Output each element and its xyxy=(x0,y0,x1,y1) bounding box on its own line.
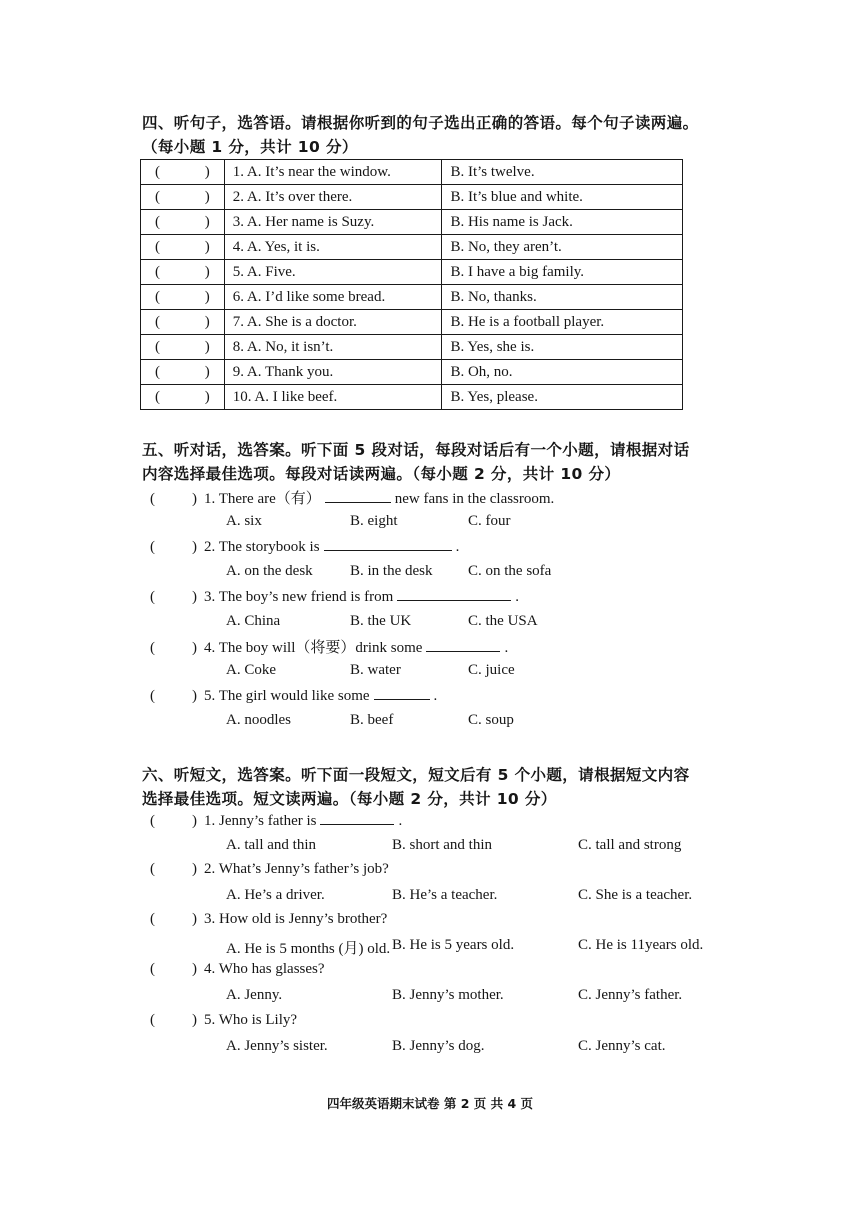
answer-paren-open[interactable]: ( xyxy=(150,961,155,977)
bracket-close: ) xyxy=(204,213,210,230)
option-a: 6. A. I’d like some bread. xyxy=(224,285,442,310)
answer-bracket[interactable] xyxy=(141,260,225,285)
question-item xyxy=(150,911,704,960)
option-b: B. short and thin xyxy=(392,837,492,853)
option-c: C. juice xyxy=(468,662,515,678)
option-c: C. four xyxy=(468,513,511,529)
table-row xyxy=(141,260,683,285)
question-stem: 5. The girl would like some xyxy=(204,688,370,704)
table-row xyxy=(141,310,683,335)
option-a: 7. A. She is a doctor. xyxy=(224,310,442,335)
answer-paren-close: ) xyxy=(192,589,197,605)
table-row xyxy=(141,185,683,210)
question-stem: 4. The boy will（将要）drink some xyxy=(204,640,423,656)
option-c: C. soup xyxy=(468,712,514,728)
option-b: B. I have a big family. xyxy=(442,260,683,285)
question-stem-end: . xyxy=(504,640,509,656)
option-c: C. Jenny’s father. xyxy=(578,987,683,1003)
answer-paren-close: ) xyxy=(192,688,197,704)
answer-paren-open[interactable]: ( xyxy=(150,1012,155,1028)
answer-bracket[interactable] xyxy=(141,235,225,260)
bracket-open: ( xyxy=(155,238,160,255)
answer-paren-open[interactable]: ( xyxy=(150,539,155,555)
answer-paren-open[interactable]: ( xyxy=(150,911,155,927)
question-item xyxy=(150,961,683,1010)
option-a: 8. A. No, it isn’t. xyxy=(224,335,442,360)
section-4-title-line-2: （每小题 1 分，共计 10 分） xyxy=(142,138,358,156)
bracket-close: ) xyxy=(204,163,210,180)
option-a: A. on the desk xyxy=(226,563,313,579)
bracket-close: ) xyxy=(204,313,210,330)
question-stem-end: . xyxy=(455,539,460,555)
question-item xyxy=(150,686,514,735)
question-item xyxy=(150,587,538,636)
option-a: A. He is 5 months (月) old. xyxy=(226,941,391,957)
bracket-close: ) xyxy=(204,188,210,205)
table-row xyxy=(141,235,683,260)
option-b: B. eight xyxy=(350,513,398,529)
option-b: B. Yes, please. xyxy=(442,385,683,410)
bracket-open: ( xyxy=(155,313,160,330)
answer-blank xyxy=(397,587,511,601)
answer-paren-close: ) xyxy=(192,640,197,656)
option-a: A. Jenny’s sister. xyxy=(226,1038,328,1054)
question-stem-end: new fans in the classroom. xyxy=(394,491,555,507)
option-b: B. the UK xyxy=(350,613,412,629)
option-b: B. He is a football player. xyxy=(442,310,683,335)
option-b: B. Oh, no. xyxy=(442,360,683,385)
option-a: 5. A. Five. xyxy=(224,260,442,285)
option-c: C. Jenny’s cat. xyxy=(578,1038,666,1054)
option-a: A. China xyxy=(226,613,281,629)
option-a: A. six xyxy=(226,513,262,529)
bracket-close: ) xyxy=(204,238,210,255)
bracket-open: ( xyxy=(155,263,160,280)
section-4-title-line-1: 四、听句子，选答语。请根据你听到的句子选出正确的答语。每个句子读两遍。 xyxy=(142,114,699,132)
answer-paren-open[interactable]: ( xyxy=(150,640,155,656)
section-4-table xyxy=(140,159,683,410)
answer-blank xyxy=(374,686,430,700)
answer-paren-close: ) xyxy=(192,961,197,977)
option-b: B. beef xyxy=(350,712,394,728)
option-c: C. He is 11years old. xyxy=(578,937,704,953)
answer-blank xyxy=(324,537,452,551)
option-a: A. He’s a driver. xyxy=(226,887,325,903)
bracket-open: ( xyxy=(155,188,160,205)
answer-blank xyxy=(325,489,391,503)
option-a: 10. A. I like beef. xyxy=(224,385,442,410)
option-b: B. Jenny’s mother. xyxy=(392,987,504,1003)
question-item xyxy=(150,811,682,860)
question-stem: 2. The storybook is xyxy=(204,539,320,555)
bracket-close: ) xyxy=(204,388,210,405)
question-item xyxy=(150,487,554,536)
option-a: A. tall and thin xyxy=(226,837,316,853)
option-a: A. noodles xyxy=(226,712,291,728)
option-a: 1. A. It’s near the window. xyxy=(224,160,442,185)
answer-paren-open[interactable]: ( xyxy=(150,861,155,877)
question-stem-end: . xyxy=(433,688,438,704)
answer-paren-close: ) xyxy=(192,539,197,555)
option-a: 2. A. It’s over there. xyxy=(224,185,442,210)
table-row xyxy=(141,210,683,235)
answer-bracket[interactable] xyxy=(141,385,225,410)
section-6-title-line-2: 选择最佳选项。短文读两遍。（每小题 2 分，共计 10 分） xyxy=(142,790,557,808)
bracket-open: ( xyxy=(155,363,160,380)
table-row xyxy=(141,335,683,360)
bracket-close: ) xyxy=(204,338,210,355)
table-row xyxy=(141,160,683,185)
bracket-open: ( xyxy=(155,163,160,180)
question-stem: 5. Who is Lily? xyxy=(204,1012,298,1028)
option-c: C. She is a teacher. xyxy=(578,887,693,903)
table-row xyxy=(141,360,683,385)
question-stem-end: . xyxy=(398,813,403,829)
question-stem: 1. Jenny’s father is xyxy=(204,813,317,829)
option-b: B. It’s blue and white. xyxy=(442,185,683,210)
option-c: C. the USA xyxy=(468,613,538,629)
option-c: C. on the sofa xyxy=(468,563,552,579)
section-5-title-line-2: 内容选择最佳选项。每段对话读两遍。（每小题 2 分，共计 10 分） xyxy=(142,465,621,483)
option-a: 9. A. Thank you. xyxy=(224,360,442,385)
option-b: B. No, they aren’t. xyxy=(442,235,683,260)
option-b: B. Jenny’s dog. xyxy=(392,1038,485,1054)
answer-paren-open[interactable]: ( xyxy=(150,589,155,605)
answer-bracket[interactable] xyxy=(141,210,225,235)
bracket-open: ( xyxy=(155,338,160,355)
question-stem: 1. There are（有） xyxy=(204,491,321,507)
section-5-title-line-1: 五、听对话，选答案。听下面 5 段对话，每段对话后有一个小题，请根据对话 xyxy=(142,441,690,459)
answer-bracket[interactable] xyxy=(141,285,225,310)
bracket-close: ) xyxy=(204,363,210,380)
option-b: B. His name is Jack. xyxy=(442,210,683,235)
answer-bracket[interactable] xyxy=(141,185,225,210)
option-a: 3. A. Her name is Suzy. xyxy=(224,210,442,235)
answer-bracket[interactable] xyxy=(141,160,225,185)
question-item xyxy=(150,537,552,586)
bracket-open: ( xyxy=(155,213,160,230)
question-stem: 4. Who has glasses? xyxy=(204,961,325,977)
answer-bracket[interactable] xyxy=(141,335,225,360)
option-b: B. He’s a teacher. xyxy=(392,887,498,903)
option-a: A. Coke xyxy=(226,662,276,678)
answer-bracket[interactable] xyxy=(141,310,225,335)
option-b: B. He is 5 years old. xyxy=(392,937,515,953)
bracket-close: ) xyxy=(204,263,210,280)
question-stem: 3. How old is Jenny’s brother? xyxy=(204,911,388,927)
answer-paren-close: ) xyxy=(192,861,197,877)
option-c: C. tall and strong xyxy=(578,837,682,853)
table-row xyxy=(141,385,683,410)
question-item xyxy=(150,636,515,685)
option-a: A. Jenny. xyxy=(226,987,283,1003)
table-row xyxy=(141,285,683,310)
answer-paren-close: ) xyxy=(192,491,197,507)
question-stem: 2. What’s Jenny’s father’s job? xyxy=(204,861,389,877)
section-5-title xyxy=(142,438,742,486)
option-b: B. in the desk xyxy=(350,563,433,579)
section-6-title-line-1: 六、听短文，选答案。听下面一段短文，短文后有 5 个小题，请根据短文内容 xyxy=(142,766,690,784)
option-b: B. It’s twelve. xyxy=(442,160,683,185)
option-b: B. water xyxy=(350,662,401,678)
page-footer: 四年级英语期末试卷 第 2 页 共 4 页 xyxy=(326,1096,533,1111)
answer-paren-open[interactable]: ( xyxy=(150,491,155,507)
answer-paren-open[interactable]: ( xyxy=(150,813,155,829)
bracket-close: ) xyxy=(204,288,210,305)
question-stem: 3. The boy’s new friend is from xyxy=(204,589,394,605)
question-stem-end: . xyxy=(515,589,520,605)
answer-paren-close: ) xyxy=(192,1012,197,1028)
answer-paren-close: ) xyxy=(192,911,197,927)
bracket-open: ( xyxy=(155,388,160,405)
question-item xyxy=(150,861,693,910)
answer-paren-open[interactable]: ( xyxy=(150,688,155,704)
question-item xyxy=(150,1012,666,1061)
answer-bracket[interactable] xyxy=(141,360,225,385)
answer-blank xyxy=(426,638,500,652)
section-6-title xyxy=(142,763,742,811)
answer-blank xyxy=(320,811,394,825)
answer-paren-close: ) xyxy=(192,813,197,829)
section-4-title xyxy=(142,111,742,159)
option-b: B. No, thanks. xyxy=(442,285,683,310)
bracket-open: ( xyxy=(155,288,160,305)
option-a: 4. A. Yes, it is. xyxy=(224,235,442,260)
option-b: B. Yes, she is. xyxy=(442,335,683,360)
